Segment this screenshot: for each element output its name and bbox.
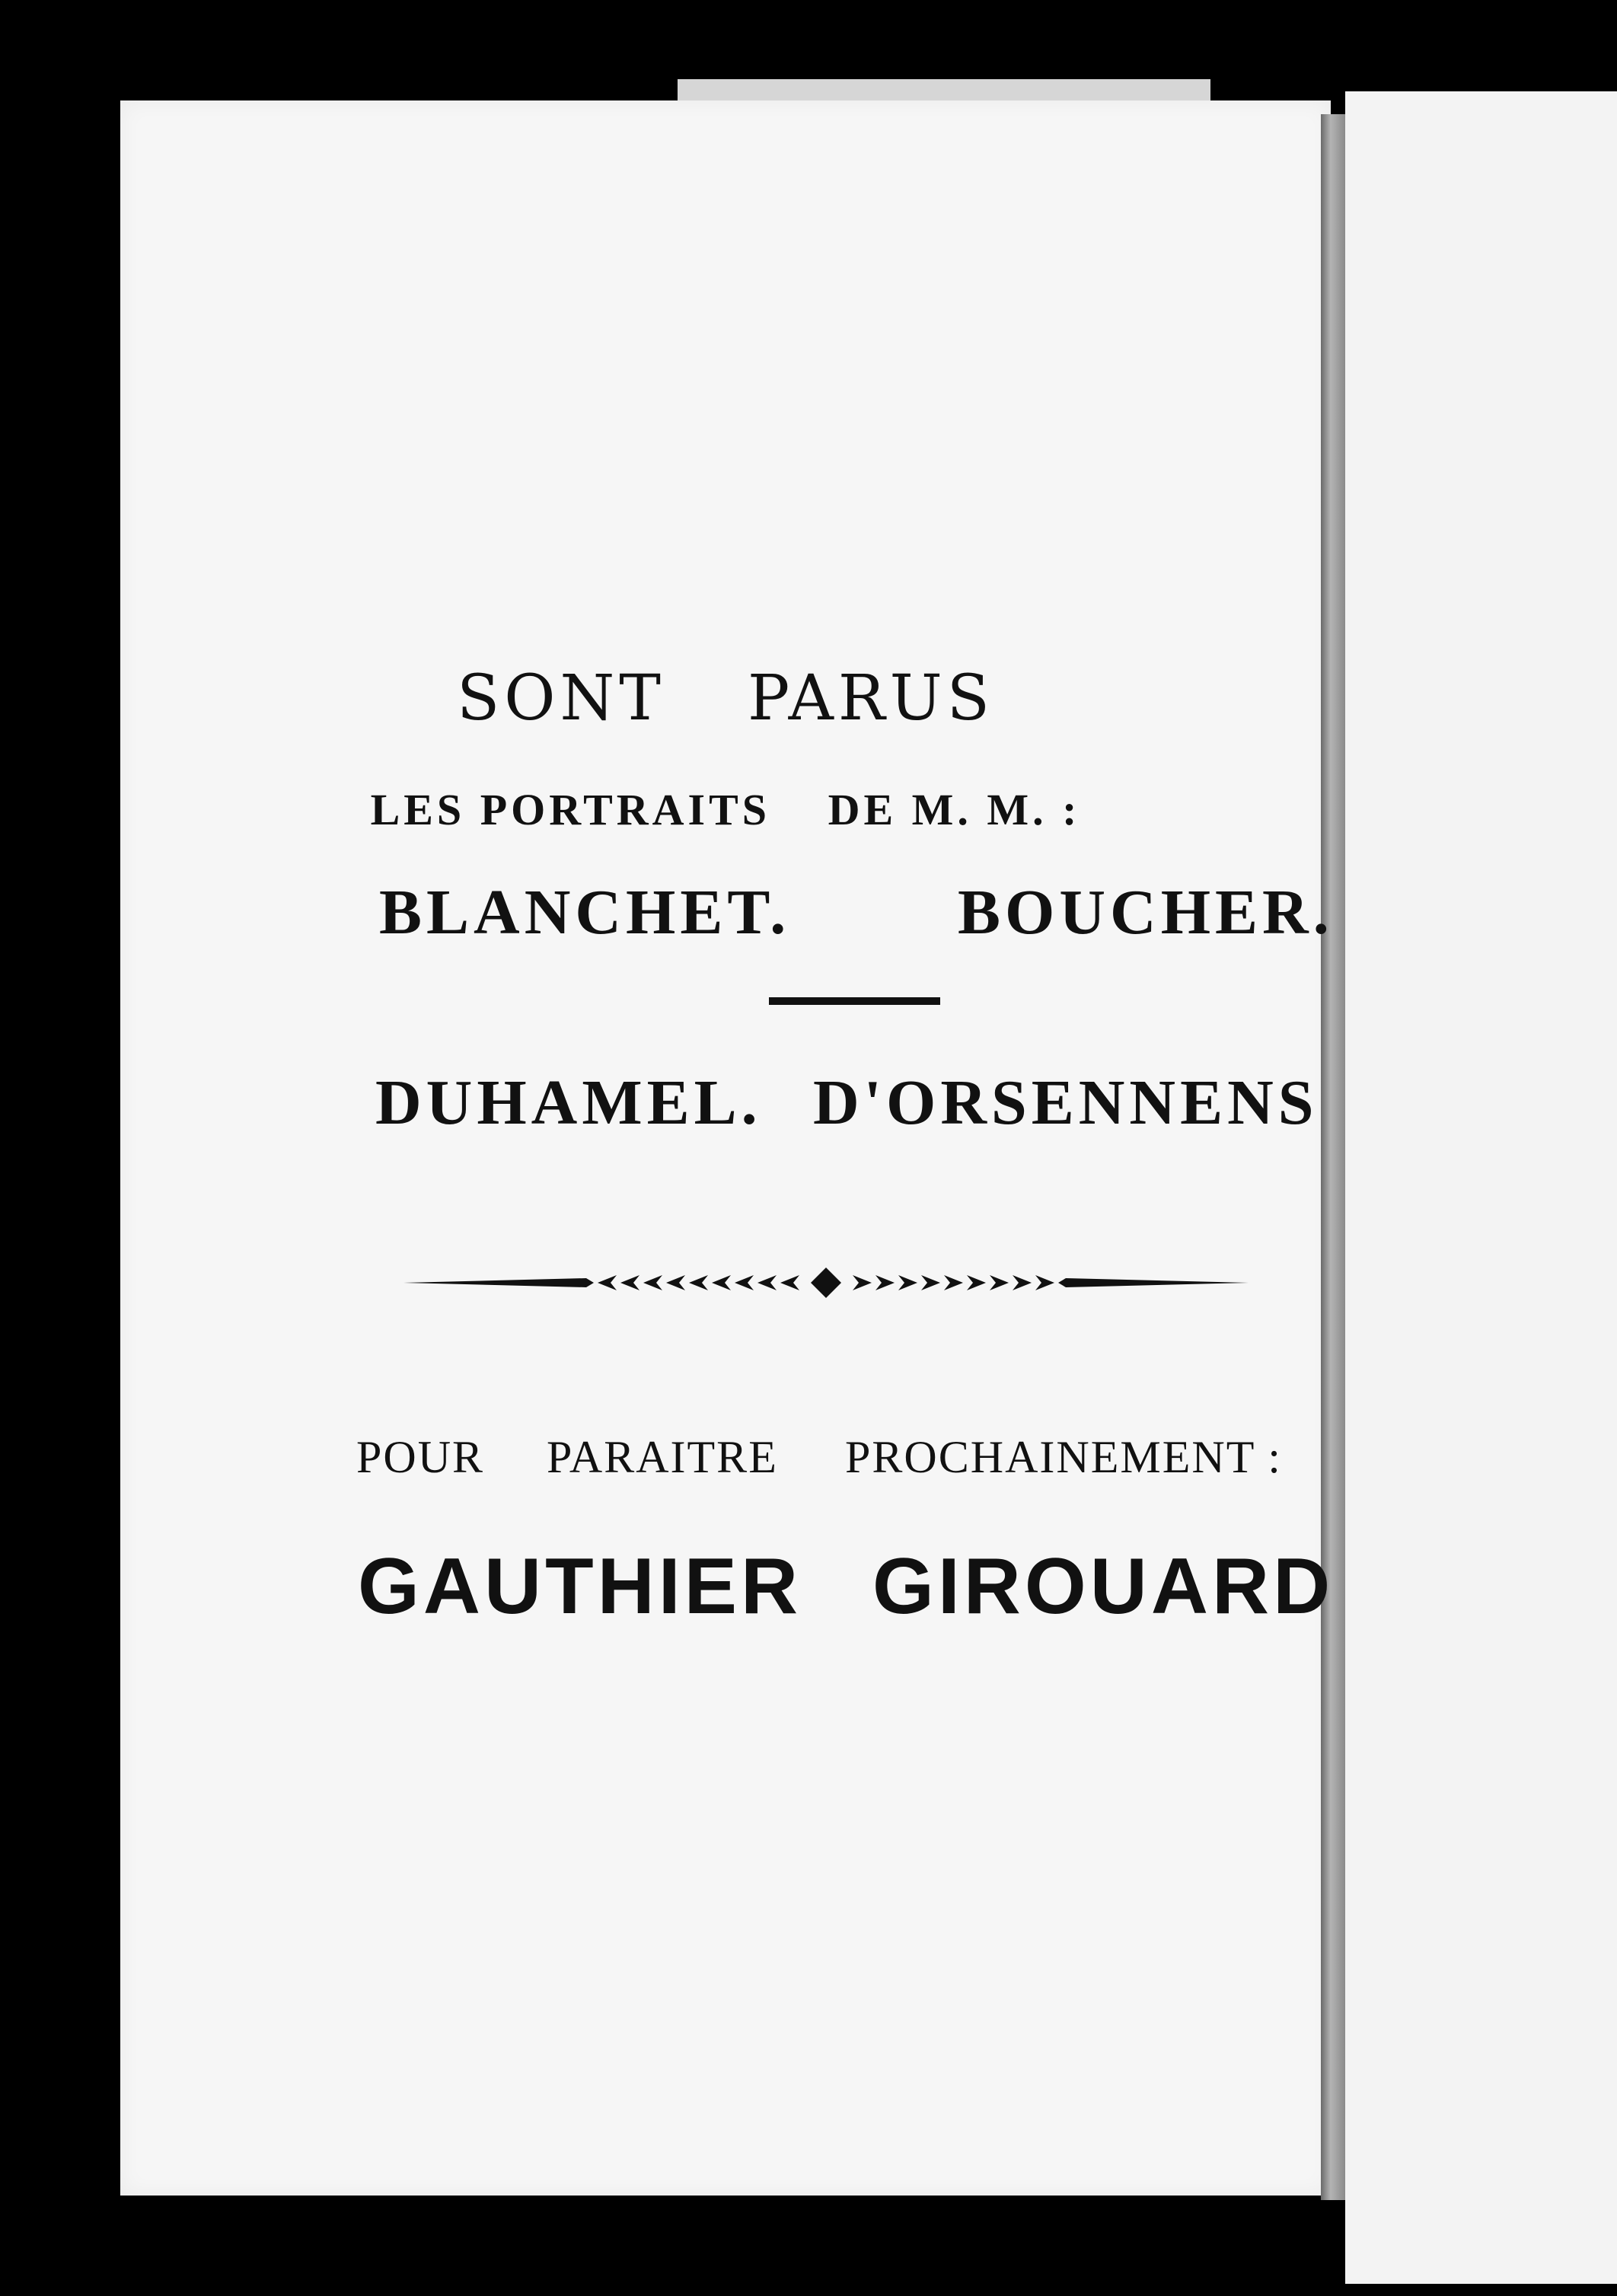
heading-word-1: SONT (457, 662, 665, 735)
name-girouard: GIROUARD (872, 1542, 1335, 1631)
name-blanchet: BLANCHET. (379, 877, 791, 948)
subheading-part-2: DE M. M. : (828, 785, 1081, 834)
heading (120, 662, 1331, 735)
adjacent-page (1345, 91, 1617, 2284)
ornamental-divider (403, 1264, 1249, 1302)
label-paraitre: PARAITRE (547, 1432, 778, 1482)
name-boucher: BOUCHER. (958, 877, 1334, 948)
label-pour: POUR (356, 1432, 485, 1482)
heading-word-2: PARUS (748, 662, 994, 735)
scan-top-strip (678, 79, 1210, 102)
page-edge-shadow (1321, 114, 1345, 2200)
name-dorsennens: D'ORSENNENS (813, 1067, 1319, 1138)
short-rule (769, 997, 940, 1005)
subheading (120, 784, 1331, 835)
label-prochainement: PROCHAINEMENT : (845, 1432, 1282, 1482)
subheading-part-1: LES PORTRAITS (370, 785, 771, 834)
name-gauthier: GAUTHIER (358, 1542, 802, 1631)
name-duhamel: DUHAMEL. (375, 1067, 762, 1138)
document-page (120, 100, 1331, 2196)
